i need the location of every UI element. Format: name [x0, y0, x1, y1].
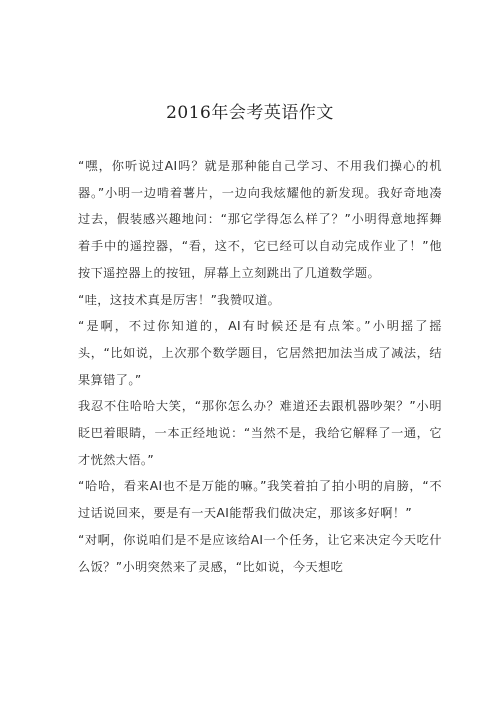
paragraph: 我忍不住哈哈大笑，“那你怎么办？难道还去跟机器吵架？”小明眨巴着眼睛，一本正经地说：“当然不是，我给它解释了一通，它才恍然大悟。”: [78, 399, 442, 467]
paragraph: “哈哈，看来AI也不是万能的嘛。”我笑着拍了拍小明的肩膀，“不过话说回来，要是有一天AI能帮我们做决定，那该多好啊！”: [78, 479, 442, 521]
document-title: 2016年会考英语作文: [166, 103, 334, 123]
paragraph: “是啊，不过你知道的，AI有时候还是有点笨。”小明摇了摇头，“比如说，上次那个数学题目，它居然把加法当成了减法，结果算错了。”: [78, 319, 442, 387]
paragraph: “嘿，你听说过AI吗？就是那种能自己学习、不用我们操心的机器。”小明一边啃着薯片，一边向我炫耀他的新发现。我好奇地凑过去，假装感兴趣地问：“那它学得怎么样了？”小明得意地挥舞着手中的遥控器，“看，这不，它已经可以自动完成作业了！”他按下遥控器上的按钮，屏幕上立刻跳出了几道数学题。: [78, 159, 442, 280]
paragraph: “哇，这技术真是厉害！”我赞叹道。: [78, 292, 281, 307]
paragraph: “对啊，你说咱们是不是应该给AI一个任务，让它来决定今天吃什么饭？”小明突然来了灵感，“比如说，今天想吃: [78, 532, 442, 574]
document-body: [78, 153, 442, 580]
